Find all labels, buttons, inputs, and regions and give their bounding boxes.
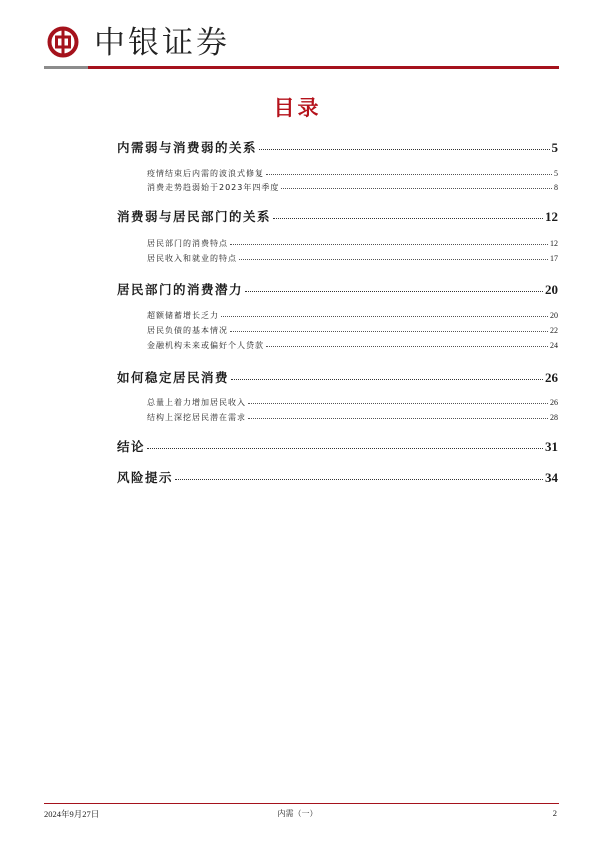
toc-section-entry[interactable] — [117, 280, 558, 298]
toc-dot-leader — [230, 331, 548, 332]
toc-subsection-entry[interactable] — [147, 238, 558, 249]
toc-page-number: 26 — [545, 370, 558, 385]
toc-dot-leader — [281, 188, 552, 189]
toc-subsection-entry[interactable] — [147, 340, 558, 351]
toc-dot-leader — [147, 448, 543, 449]
toc-entry-title: 居民部门的消费潜力 — [117, 282, 244, 297]
toc-dot-leader — [231, 379, 543, 380]
toc-dot-leader — [221, 316, 548, 317]
toc-entry-title: 结构上深挖居民潜在需求 — [147, 413, 246, 422]
toc-entry-title: 金融机构未来或偏好个人贷款 — [147, 341, 264, 350]
toc-dot-leader — [239, 259, 548, 260]
footer-report-title: 内需（一） — [277, 809, 318, 818]
toc-subsection-entry[interactable] — [147, 397, 558, 408]
toc-subsection-entry[interactable] — [147, 168, 558, 179]
toc-entry-title: 消费弱与居民部门的关系 — [117, 209, 272, 224]
toc-page-number: 26 — [550, 398, 558, 407]
toc-page-number: 31 — [545, 439, 558, 454]
toc-entry-title: 如何稳定居民消费 — [117, 370, 230, 385]
toc-page-number: 24 — [550, 341, 558, 350]
toc-page-number: 12 — [550, 239, 558, 248]
toc-entry-title: 总量上着力增加居民收入 — [147, 398, 246, 407]
toc-page-number: 8 — [554, 183, 558, 192]
toc-dot-leader — [266, 346, 548, 347]
toc-dot-leader — [248, 403, 548, 404]
footer-date: 2024年9月27日 — [44, 809, 100, 819]
footer-rule — [44, 803, 559, 804]
toc-entry-title: 内需弱与消费弱的关系 — [117, 140, 258, 155]
toc-page-number: 17 — [550, 254, 558, 263]
toc-subsection-entry[interactable] — [147, 310, 558, 321]
toc-page-number: 28 — [550, 413, 558, 422]
toc-page-number: 20 — [545, 282, 558, 297]
header-rule-red — [88, 66, 559, 69]
toc-dot-leader — [248, 418, 548, 419]
brand-name: 中银证券 — [94, 25, 230, 61]
toc-subsection-entry[interactable] — [147, 182, 558, 193]
toc-page-number: 5 — [551, 140, 558, 155]
toc-dot-leader — [273, 218, 543, 219]
toc-page-number: 20 — [550, 311, 558, 320]
footer-page-number: 2 — [552, 808, 557, 818]
header-rule-gray — [44, 66, 88, 69]
toc-dot-leader — [266, 174, 552, 175]
toc-title: 目录 — [273, 96, 322, 120]
toc-section-entry[interactable] — [117, 138, 558, 156]
toc-entry-title: 风险提示 — [117, 470, 174, 485]
toc-subsection-entry[interactable] — [147, 325, 558, 336]
page-header — [44, 24, 559, 70]
toc-dot-leader — [175, 479, 543, 480]
toc-page-number: 34 — [545, 470, 558, 485]
toc-page-number: 12 — [545, 209, 558, 224]
toc-subsection-entry[interactable] — [147, 412, 558, 423]
toc-dot-leader — [245, 291, 543, 292]
toc-entry-title: 超额储蓄增长乏力 — [147, 311, 219, 320]
toc-section-entry[interactable] — [117, 368, 558, 386]
toc-entry-title: 居民部门的消费特点 — [147, 239, 228, 248]
toc-dot-leader — [230, 244, 548, 245]
toc-section-entry[interactable] — [117, 207, 558, 225]
toc-page-number: 22 — [550, 326, 558, 335]
toc-entry-title: 结论 — [117, 439, 146, 454]
toc-subsection-entry[interactable] — [147, 253, 558, 264]
toc-entry-title: 疫情结束后内需的波浪式修复 — [147, 169, 264, 178]
toc-dot-leader — [259, 149, 549, 150]
toc-entry-title: 消费走势趋弱始于2023年四季度 — [147, 183, 280, 192]
toc-entry-title: 居民收入和就业的特点 — [147, 254, 237, 263]
toc-section-entry[interactable] — [117, 437, 558, 455]
bank-of-china-logo-icon — [47, 26, 79, 58]
toc-page-number: 5 — [554, 169, 558, 178]
toc-section-entry[interactable] — [117, 468, 558, 486]
toc-entry-title: 居民负债的基本情况 — [147, 326, 228, 335]
